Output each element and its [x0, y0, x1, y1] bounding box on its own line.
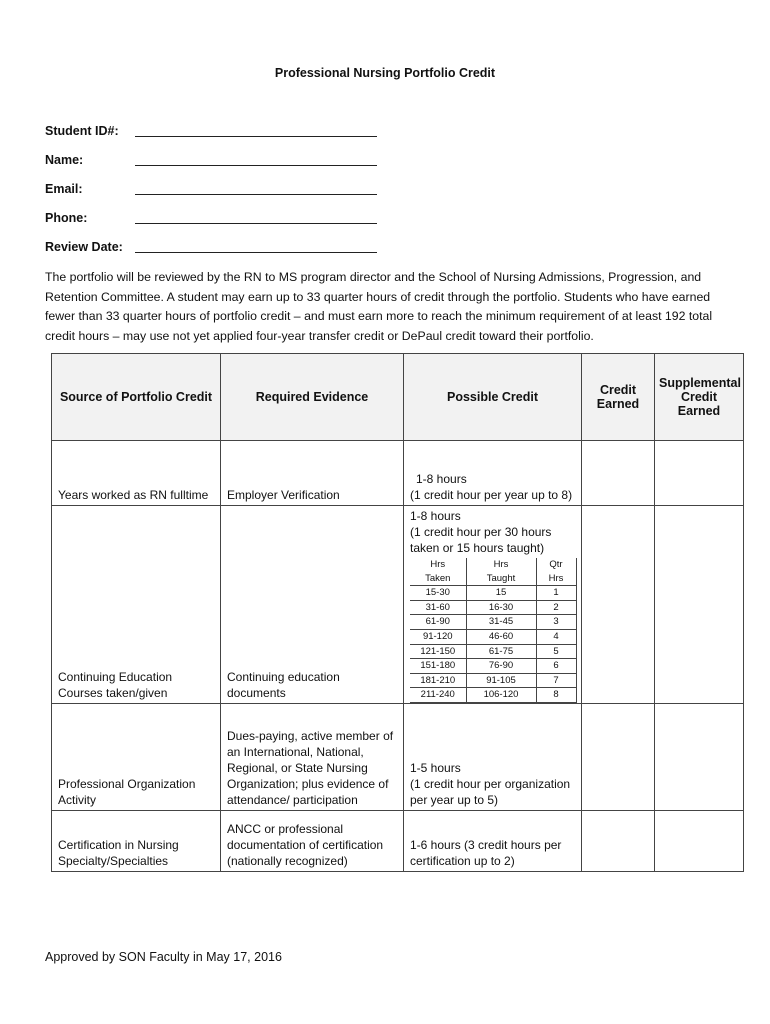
hours-taken: 211-240 [410, 688, 466, 703]
table-row [52, 810, 744, 871]
header-credit-earned: Credit Earned [582, 354, 655, 441]
hours-taken: 181-210 [410, 673, 466, 688]
evidence-cell: Dues-paying, active member of an International, National, Regional, or State Nursing Organization; plus evidence of attendance/ participation [221, 703, 404, 810]
qtr-hours: 3 [536, 615, 576, 630]
hours-row [410, 644, 576, 659]
qtr-hours: 2 [536, 600, 576, 615]
evidence-cell: ANCC or professional documentation of certification (nationally recognized) [221, 810, 404, 871]
hours-row [410, 600, 576, 615]
source-cell: Professional Organization Activity [52, 703, 221, 810]
supplemental-credit-cell[interactable] [655, 810, 744, 871]
review-date-line[interactable] [135, 252, 377, 253]
hours-taken: 61-90 [410, 615, 466, 630]
table-row [52, 703, 744, 810]
hours-taught: 31-45 [466, 615, 536, 630]
possible-credit-cell [404, 506, 582, 704]
hours-taught: 106-120 [466, 688, 536, 703]
hours-row [410, 629, 576, 644]
hours-taken: 31-60 [410, 600, 466, 615]
phone-line[interactable] [135, 223, 377, 224]
header-evidence: Required Evidence [221, 354, 404, 441]
field-label: Name: [45, 153, 84, 167]
hours-taught: 61-75 [466, 644, 536, 659]
name-line[interactable] [135, 165, 377, 166]
hours-taught: 15 [466, 586, 536, 601]
hours-row [410, 688, 576, 703]
possible-credit-cell [404, 810, 582, 871]
qtr-hours: 8 [536, 688, 576, 703]
qtr-hours: 4 [536, 629, 576, 644]
hours-row [410, 615, 576, 630]
intro-paragraph: The portfolio will be reviewed by the RN to MS program director and the School of Nursing Admissions, Progression, and Retention Committee. A student may earn up to 33 quarter hours of credit through the portfolio. Students who have earned fewer than 33 quarter hours of portfolio credit – and must earn more to reach the minimum requirement of at least 192 total credit hours – may use not yet applied four-year transfer credit or DePaul credit toward their portfolio. [45, 270, 713, 343]
field-label: Review Date: [45, 240, 123, 254]
credit-line: 1-8 hours [410, 509, 461, 523]
supplemental-credit-cell[interactable] [655, 506, 744, 704]
portfolio-credit-table [51, 353, 744, 872]
page-title: Professional Nursing Portfolio Credit [274, 66, 496, 80]
possible-credit-cell [404, 441, 582, 506]
evidence-cell: Continuing education documents [221, 506, 404, 704]
hours-taken: 121-150 [410, 644, 466, 659]
header-source: Source of Portfolio Credit [52, 354, 221, 441]
qtr-hours: 6 [536, 659, 576, 674]
student-id-line[interactable] [135, 136, 377, 137]
table-row [52, 506, 744, 704]
hours-header: Taught [466, 572, 536, 586]
credit-line: 1-8 hours [416, 472, 467, 486]
credit-line: (1 credit hour per organization per year up to 5) [410, 776, 571, 807]
evidence-cell: Employer Verification [221, 441, 404, 506]
credit-earned-cell[interactable] [582, 703, 655, 810]
credit-earned-cell[interactable] [582, 810, 655, 871]
approval-footer: Approved by SON Faculty in May 17, 2016 [45, 950, 282, 964]
credit-earned-cell[interactable] [582, 506, 655, 704]
field-label: Student ID#: [45, 124, 119, 138]
hours-taught: 91-105 [466, 673, 536, 688]
field-label: Email: [45, 182, 83, 196]
header-supplemental-credit: Supplemental Credit Earned [655, 354, 744, 441]
hours-taught: 46-60 [466, 629, 536, 644]
source-cell: Certification in Nursing Specialty/Specialties [52, 810, 221, 871]
hours-row [410, 673, 576, 688]
hours-row [410, 659, 576, 674]
source-cell: Years worked as RN fulltime [52, 441, 221, 506]
hours-header: Hrs [466, 558, 536, 572]
supplemental-credit-cell[interactable] [655, 441, 744, 506]
hours-taught: 16-30 [466, 600, 536, 615]
qtr-hours: 7 [536, 673, 576, 688]
qtr-hours: 1 [536, 586, 576, 601]
credit-line: 1-6 hours (3 credit hours per certification up to 2) [410, 837, 562, 868]
credit-line: (1 credit hour per 30 hours taken or 15 hours taught) [410, 525, 552, 555]
source-cell: Continuing Education Courses taken/given [52, 506, 221, 704]
qtr-hours: 5 [536, 644, 576, 659]
hours-taken: 15-30 [410, 586, 466, 601]
table-row [52, 441, 744, 506]
hours-taught: 76-90 [466, 659, 536, 674]
hours-header: Taken [410, 572, 466, 586]
hours-taken: 151-180 [410, 659, 466, 674]
hours-taken: 91-120 [410, 629, 466, 644]
hours-header: Qtr [536, 558, 576, 572]
hours-header: Hrs [536, 572, 576, 586]
hours-conversion-table [410, 558, 577, 703]
possible-credit-cell [404, 703, 582, 810]
hours-row [410, 586, 576, 601]
credit-earned-cell[interactable] [582, 441, 655, 506]
hours-header: Hrs [410, 558, 466, 572]
supplemental-credit-cell[interactable] [655, 703, 744, 810]
credit-line: 1-5 hours [410, 760, 461, 775]
field-label: Phone: [45, 211, 88, 225]
credit-line: (1 credit hour per year up to 8) [410, 488, 573, 502]
email-line[interactable] [135, 194, 377, 195]
header-possible-credit: Possible Credit [404, 354, 582, 441]
